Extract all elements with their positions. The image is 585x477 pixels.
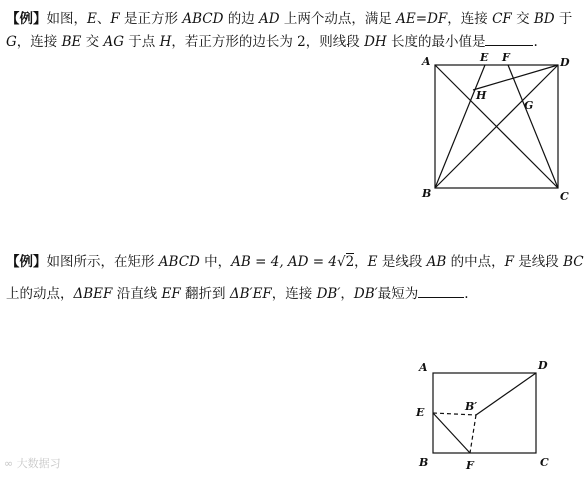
text: ，连接 — [16, 34, 62, 50]
var: BD — [533, 11, 555, 27]
text: . — [464, 286, 469, 302]
problem1-line2 — [6, 32, 538, 52]
label-e: E — [480, 51, 489, 64]
label-a: A — [422, 55, 431, 68]
label-bprime: B′ — [465, 400, 478, 413]
problem1-line1 — [6, 9, 572, 29]
var: AE=DF — [396, 11, 448, 27]
text: 如图所示，在矩形 — [46, 254, 159, 270]
text: 上的动点， — [6, 286, 74, 302]
text: 的边 — [223, 11, 259, 27]
label-f: F — [502, 51, 510, 64]
var: F — [110, 11, 120, 27]
var: DB′ — [353, 286, 378, 302]
segment-be — [435, 65, 485, 188]
text: ，若正方形的边长为 2，则线段 — [171, 34, 365, 50]
label-a: A — [419, 361, 428, 374]
var: E — [87, 11, 97, 27]
problem2-tag: 【例】 — [6, 254, 47, 270]
label-g: G — [524, 99, 534, 112]
problem2-line2 — [6, 284, 469, 304]
label-c: C — [540, 456, 549, 469]
var: E — [367, 254, 378, 270]
var: AB — [426, 254, 447, 270]
label-d: D — [560, 56, 570, 69]
var: ABCD — [182, 11, 224, 27]
var: BE — [61, 34, 82, 50]
problem2-figure — [405, 355, 565, 477]
answer-blank — [485, 33, 533, 46]
text: 、 — [96, 11, 111, 27]
math-expr: ΔBEF — [73, 286, 113, 302]
label-e: E — [416, 406, 425, 419]
var: H — [159, 34, 172, 50]
text: ，连接 — [447, 11, 493, 27]
label-b: B — [419, 456, 429, 469]
text: 于点 — [124, 34, 160, 50]
segment-bpd — [476, 373, 536, 415]
answer-blank — [418, 285, 464, 298]
text: 的中点， — [446, 254, 505, 270]
text: 长度的最小值是 — [386, 34, 486, 50]
text: 是线段 — [513, 254, 564, 270]
math-expr: AB = 4, AD = 4 — [231, 254, 337, 270]
text: 交 — [511, 11, 534, 27]
sqrt-symbol: √ — [336, 254, 346, 270]
text: 翻折到 — [180, 286, 230, 302]
text: 是线段 — [377, 254, 427, 270]
var: ABCD — [158, 254, 200, 270]
var: F — [504, 254, 514, 270]
text: ， — [354, 254, 368, 270]
text: 交 — [81, 34, 104, 50]
segment-ef — [433, 413, 470, 453]
text: 沿直线 — [112, 286, 162, 302]
text: ， — [340, 286, 354, 302]
rectangle-abcd — [433, 373, 536, 453]
segment-bpf-dashed — [470, 415, 476, 453]
watermark-text: 大数据习 — [16, 457, 61, 470]
var: DB′ — [316, 286, 341, 302]
label-h: H — [476, 89, 487, 102]
problem1-tag: 【例】 — [6, 11, 47, 27]
var: EF — [161, 286, 181, 302]
segment-ebp-dashed — [433, 413, 476, 415]
label-f: F — [466, 459, 474, 472]
text: . — [533, 34, 538, 50]
text: 是正方形 — [119, 11, 183, 27]
text: 如图， — [46, 11, 87, 27]
var: G — [6, 34, 17, 50]
segment-cf — [508, 65, 558, 188]
var: AD — [259, 11, 280, 27]
label-c: C — [560, 190, 569, 203]
problem2-line1 — [6, 252, 584, 272]
watermark — [4, 455, 61, 471]
label-d: D — [538, 359, 548, 372]
var: AG — [103, 34, 125, 50]
label-b: B — [422, 187, 432, 200]
math-expr: ΔB′EF — [229, 286, 272, 302]
sqrt-radicand: 2 — [345, 254, 355, 270]
text: ，连接 — [271, 286, 317, 302]
text: 上两个动点，满足 — [279, 11, 397, 27]
text: 于 — [554, 11, 573, 27]
var: CF — [492, 11, 512, 27]
problem1-figure — [410, 50, 570, 210]
var: DH — [364, 34, 387, 50]
text: 中， — [199, 254, 232, 270]
watermark-icon: ∞ — [4, 457, 14, 470]
text: 最短为 — [377, 286, 419, 302]
var: BC — [563, 254, 584, 270]
